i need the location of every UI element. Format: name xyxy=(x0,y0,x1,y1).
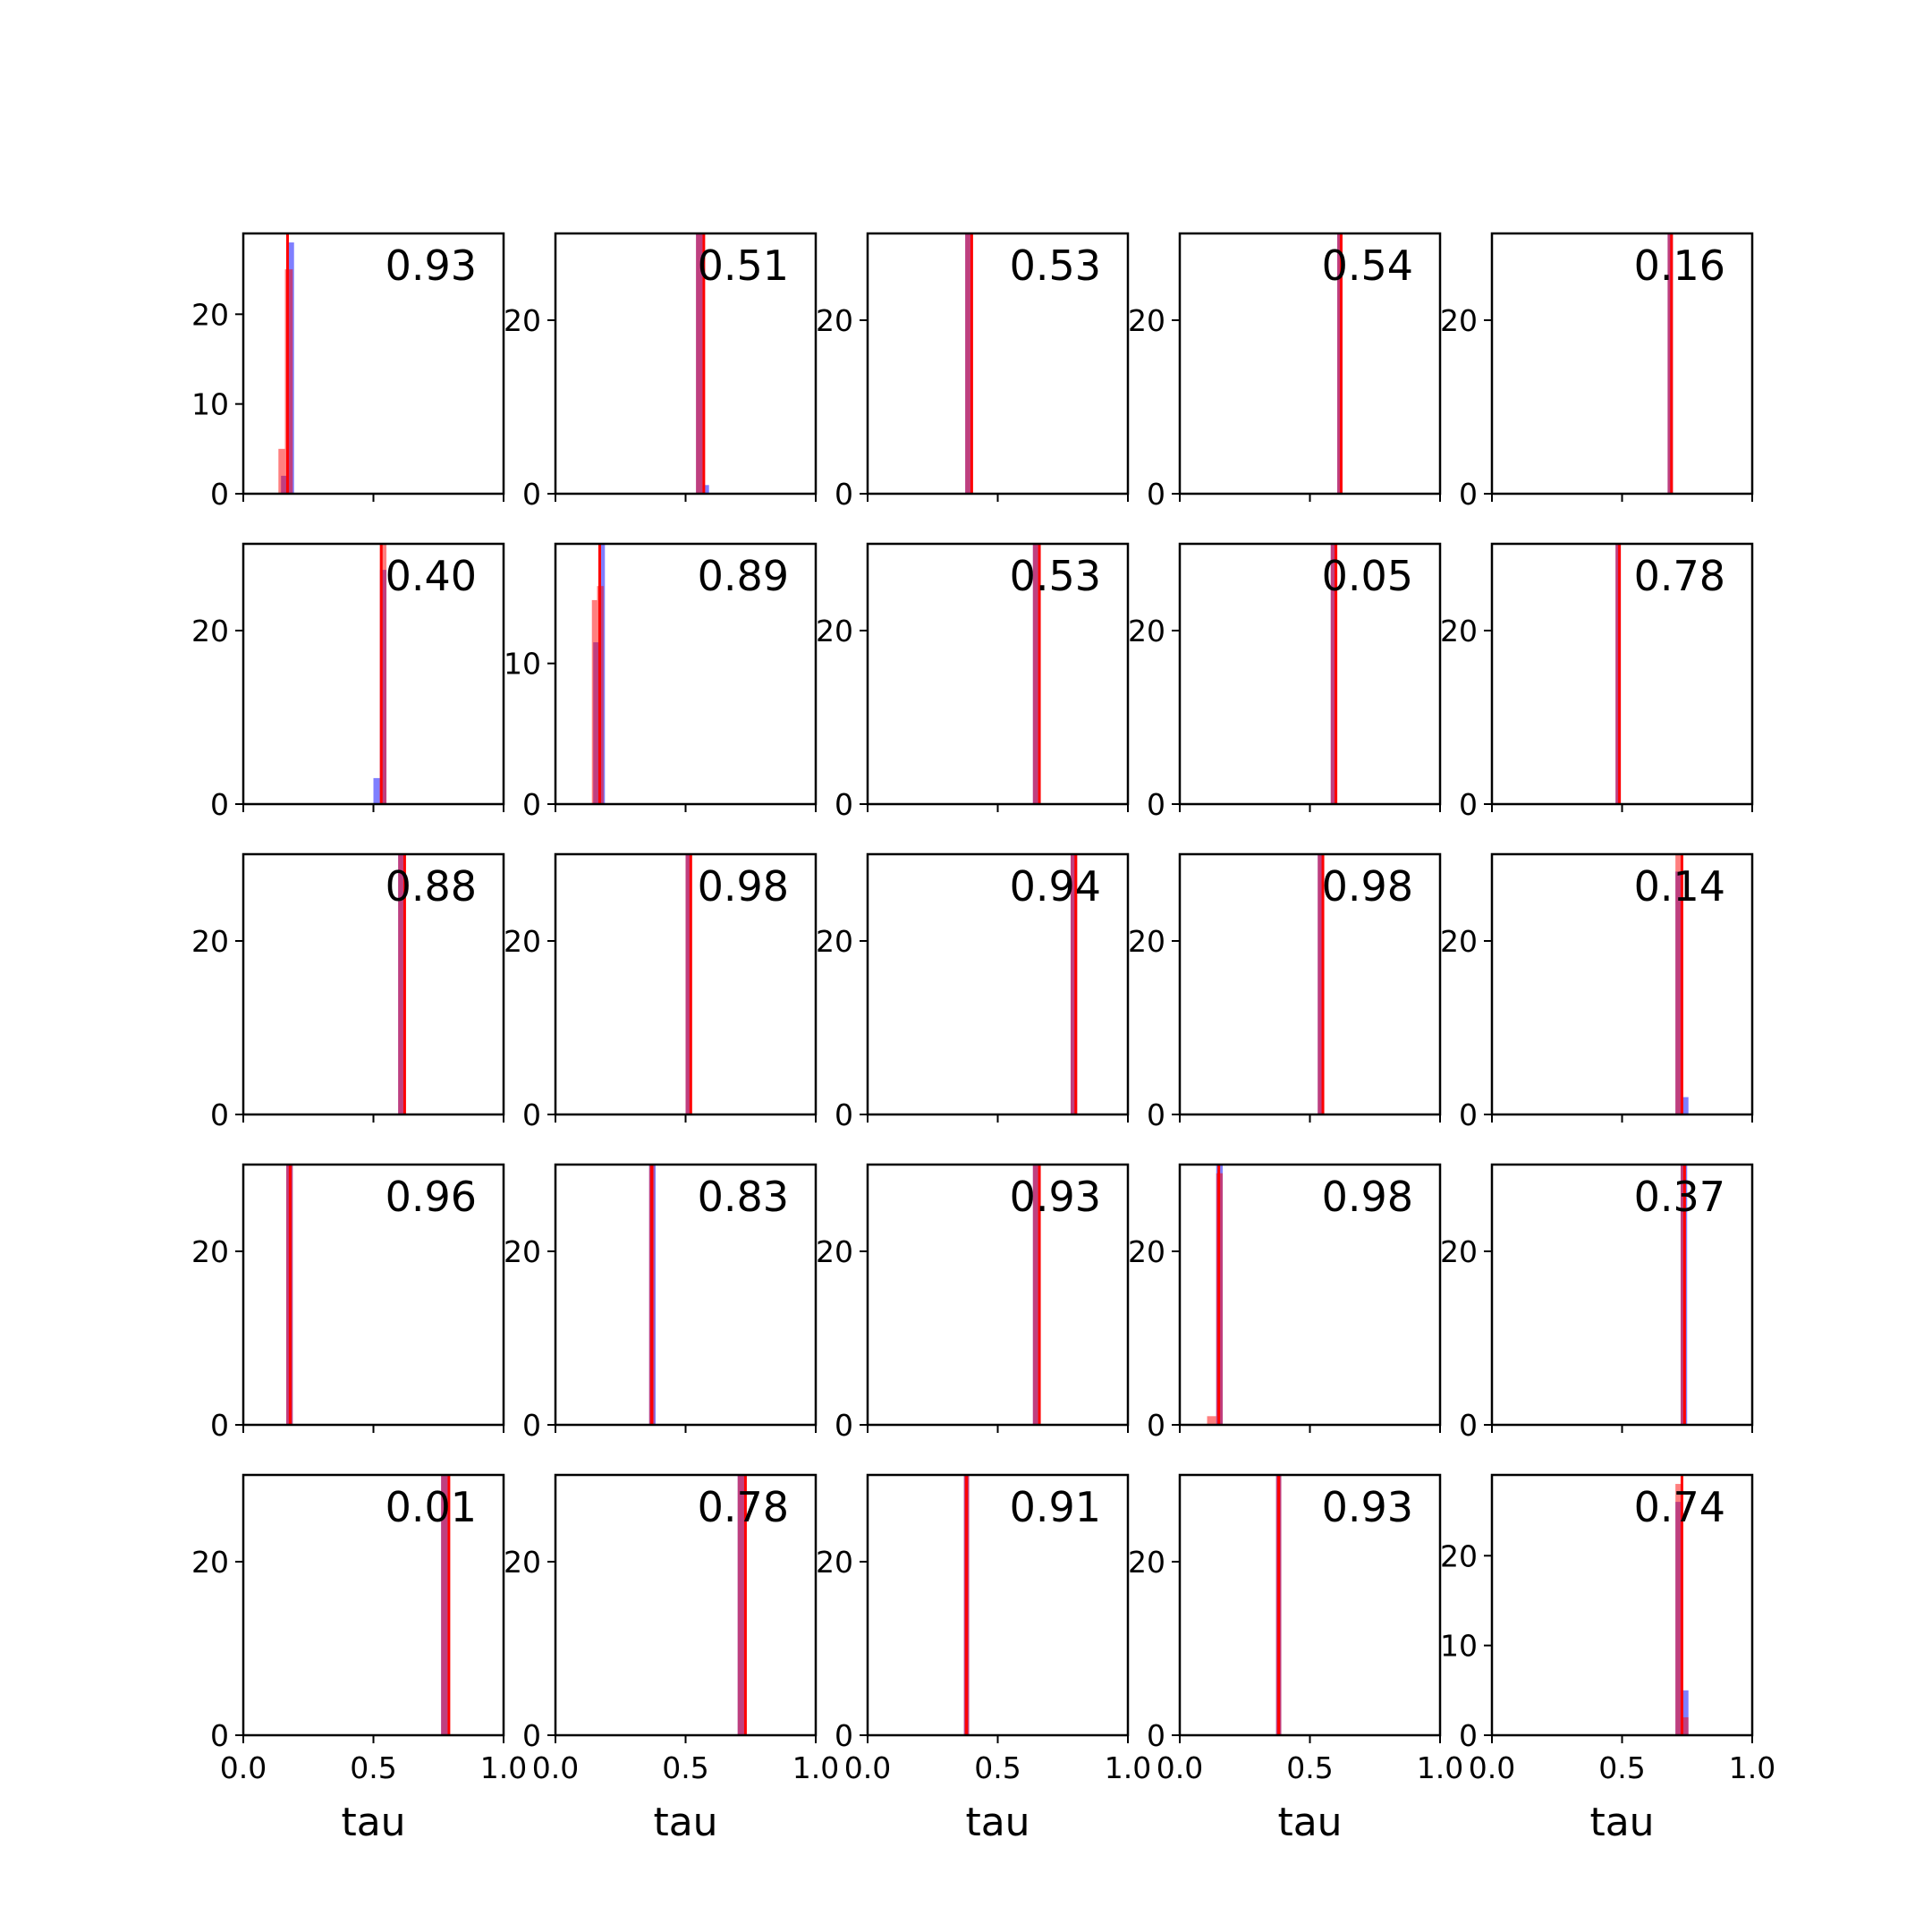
x-tick-label: 0.5 xyxy=(662,1750,709,1785)
y-tick-label: 20 xyxy=(1128,1234,1165,1269)
histogram-bar-red xyxy=(1208,1416,1216,1425)
y-tick-label: 20 xyxy=(1440,1234,1478,1269)
panel-annotation: 0.16 xyxy=(1633,242,1725,290)
y-tick-label: 20 xyxy=(504,303,541,338)
y-tick-label: 20 xyxy=(1128,1545,1165,1580)
x-tick-label: 1.0 xyxy=(1416,1750,1464,1785)
y-tick-label: 20 xyxy=(504,924,541,959)
y-tick-label: 0 xyxy=(1459,787,1478,822)
x-tick-label: 1.0 xyxy=(1728,1750,1776,1785)
y-tick-label: 0 xyxy=(522,787,541,822)
panel-annotation: 0.98 xyxy=(1321,862,1413,911)
y-tick-label: 0 xyxy=(1459,1097,1478,1132)
y-tick-label: 20 xyxy=(816,303,853,338)
y-tick-label: 0 xyxy=(210,477,229,512)
y-tick-label: 20 xyxy=(816,924,853,959)
y-tick-label: 0 xyxy=(1459,1408,1478,1443)
panel-annotation: 0.91 xyxy=(1009,1483,1101,1531)
x-tick-label: 1.0 xyxy=(1104,1750,1152,1785)
panel-annotation: 0.98 xyxy=(697,862,789,911)
panel-annotation: 0.98 xyxy=(1321,1173,1413,1221)
panel-annotation: 0.93 xyxy=(1009,1173,1101,1221)
panel-annotation: 0.01 xyxy=(385,1483,477,1531)
y-tick-label: 20 xyxy=(1440,303,1478,338)
y-tick-label: 0 xyxy=(1459,477,1478,512)
y-tick-label: 20 xyxy=(191,924,229,959)
panel-annotation: 0.93 xyxy=(1321,1483,1413,1531)
y-tick-label: 0 xyxy=(522,1097,541,1132)
panel-annotation: 0.89 xyxy=(697,552,789,600)
y-tick-label: 0 xyxy=(835,787,853,822)
panel-annotation: 0.94 xyxy=(1009,862,1101,911)
panel-annotation: 0.93 xyxy=(385,242,477,290)
histogram-bar-red xyxy=(278,449,284,494)
panel-annotation: 0.14 xyxy=(1633,862,1725,911)
y-tick-label: 20 xyxy=(1440,614,1478,648)
x-tick-label: 0.0 xyxy=(1468,1750,1516,1785)
x-tick-label: 1.0 xyxy=(792,1750,840,1785)
x-axis-label: tau xyxy=(653,1800,718,1845)
y-tick-label: 10 xyxy=(504,646,541,682)
y-tick-label: 0 xyxy=(522,1718,541,1753)
y-tick-label: 20 xyxy=(816,614,853,648)
y-tick-label: 0 xyxy=(522,1408,541,1443)
y-tick-label: 0 xyxy=(1147,1408,1165,1443)
histogram-bar-blue xyxy=(374,778,380,804)
y-tick-label: 20 xyxy=(191,297,229,333)
y-tick-label: 20 xyxy=(1440,924,1478,959)
panel-annotation: 0.53 xyxy=(1009,552,1101,600)
y-tick-label: 20 xyxy=(1128,303,1165,338)
y-tick-label: 0 xyxy=(1147,787,1165,822)
y-tick-label: 0 xyxy=(835,1718,853,1753)
x-tick-label: 0.5 xyxy=(1598,1750,1646,1785)
y-tick-label: 0 xyxy=(835,1097,853,1132)
histogram-bar-red xyxy=(592,600,597,804)
x-tick-label: 0.5 xyxy=(350,1750,397,1785)
y-tick-label: 20 xyxy=(504,1545,541,1580)
x-tick-label: 0.0 xyxy=(531,1750,580,1785)
y-tick-label: 20 xyxy=(504,1234,541,1269)
panel-annotation: 0.83 xyxy=(697,1173,789,1221)
y-tick-label: 20 xyxy=(1128,924,1165,959)
y-tick-label: 0 xyxy=(210,1408,229,1443)
y-tick-label: 20 xyxy=(816,1545,853,1580)
panel-annotation: 0.88 xyxy=(385,862,477,911)
y-tick-label: 0 xyxy=(522,477,541,512)
x-tick-label: 0.5 xyxy=(974,1750,1021,1785)
panel-annotation: 0.74 xyxy=(1633,1483,1725,1531)
x-tick-label: 0.0 xyxy=(843,1750,892,1785)
panel-annotation: 0.05 xyxy=(1321,552,1413,600)
y-tick-label: 10 xyxy=(1440,1628,1478,1664)
panel-annotation: 0.40 xyxy=(385,552,477,600)
y-tick-label: 0 xyxy=(835,1408,853,1443)
histogram-bar-red xyxy=(965,233,970,494)
y-tick-label: 0 xyxy=(210,1097,229,1132)
y-tick-label: 20 xyxy=(191,614,229,648)
panel-annotation: 0.37 xyxy=(1633,1173,1725,1221)
y-tick-label: 0 xyxy=(1147,1718,1165,1753)
panel-annotation: 0.51 xyxy=(697,242,789,290)
panel-annotation: 0.78 xyxy=(697,1483,789,1531)
y-tick-label: 10 xyxy=(191,386,229,422)
panel-annotation: 0.78 xyxy=(1633,552,1725,600)
y-tick-label: 0 xyxy=(835,477,853,512)
panel-annotation: 0.53 xyxy=(1009,242,1101,290)
y-tick-label: 20 xyxy=(191,1234,229,1269)
panel-annotation: 0.96 xyxy=(385,1173,477,1221)
y-tick-label: 0 xyxy=(1147,1097,1165,1132)
y-tick-label: 20 xyxy=(1128,614,1165,648)
x-tick-label: 0.0 xyxy=(219,1750,267,1785)
y-tick-label: 0 xyxy=(1459,1718,1478,1753)
y-tick-label: 0 xyxy=(210,1718,229,1753)
x-tick-label: 1.0 xyxy=(479,1750,528,1785)
x-axis-label: tau xyxy=(1589,1800,1655,1845)
x-axis-label: tau xyxy=(1277,1800,1343,1845)
y-tick-label: 20 xyxy=(816,1234,853,1269)
y-tick-label: 20 xyxy=(191,1545,229,1580)
panel-annotation: 0.54 xyxy=(1321,242,1413,290)
y-tick-label: 0 xyxy=(210,787,229,822)
y-tick-label: 20 xyxy=(1440,1538,1478,1574)
x-axis-label: tau xyxy=(965,1800,1030,1845)
x-tick-label: 0.0 xyxy=(1156,1750,1204,1785)
x-tick-label: 0.5 xyxy=(1286,1750,1334,1785)
x-axis-label: tau xyxy=(341,1800,406,1845)
y-tick-label: 0 xyxy=(1147,477,1165,512)
